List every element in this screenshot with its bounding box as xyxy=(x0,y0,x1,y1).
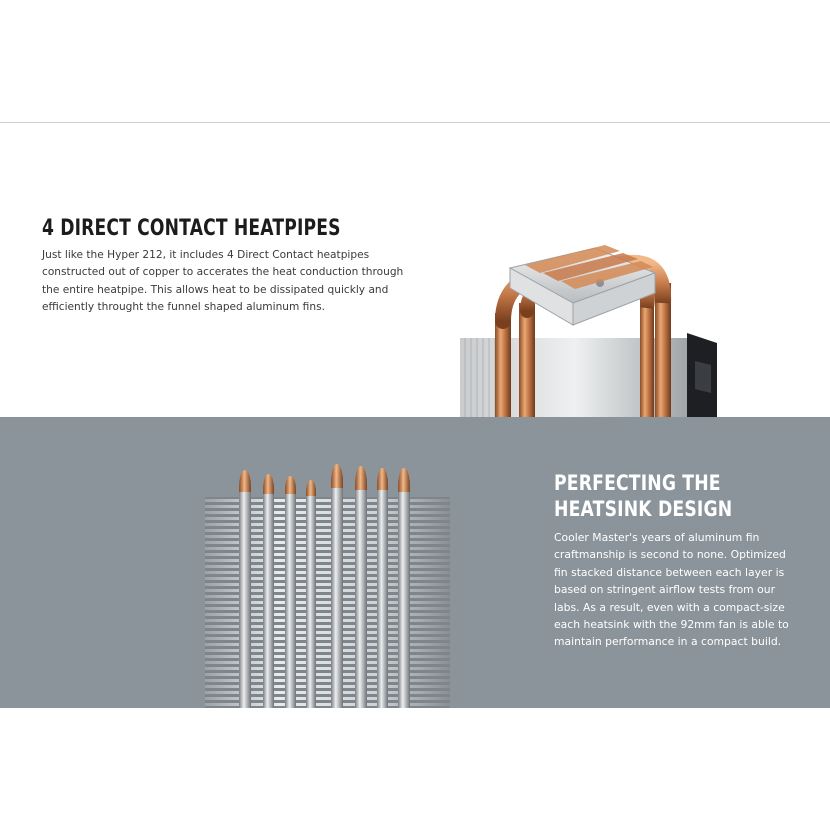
heatpipes-section xyxy=(0,123,830,417)
heatsink-design-description: Cooler Master's years of aluminum fin craftmanship is second to none. Optimized fin stacked distance between each layer is based on stringent airflow tests from our labs. As a result, even with a compact-size each heatsink with the 92mm fan is able to maintain performance in a compact build. xyxy=(554,531,789,649)
aluminum-fin-stack-image xyxy=(205,462,450,708)
cpu-cooler-heatpipes-image xyxy=(455,243,735,417)
heatpipes-description: Just like the Hyper 212, it includes 4 Direct Contact heatpipes constructed out of copper to accerates the heat conduction through the entire heatpipe. This allows heat to be dissipated quickly and efficiently throught the funnel shaped aluminum fins. xyxy=(42,249,404,314)
bottom-blank-area xyxy=(0,708,830,830)
heatsink-design-title: PERFECTING THE HEATSINK DESIGN xyxy=(554,471,733,521)
heatpipes-title: 4 DIRECT CONTACT HEATPIPES xyxy=(42,216,341,241)
top-blank-area xyxy=(0,0,830,122)
heatsink-design-section xyxy=(0,417,830,708)
